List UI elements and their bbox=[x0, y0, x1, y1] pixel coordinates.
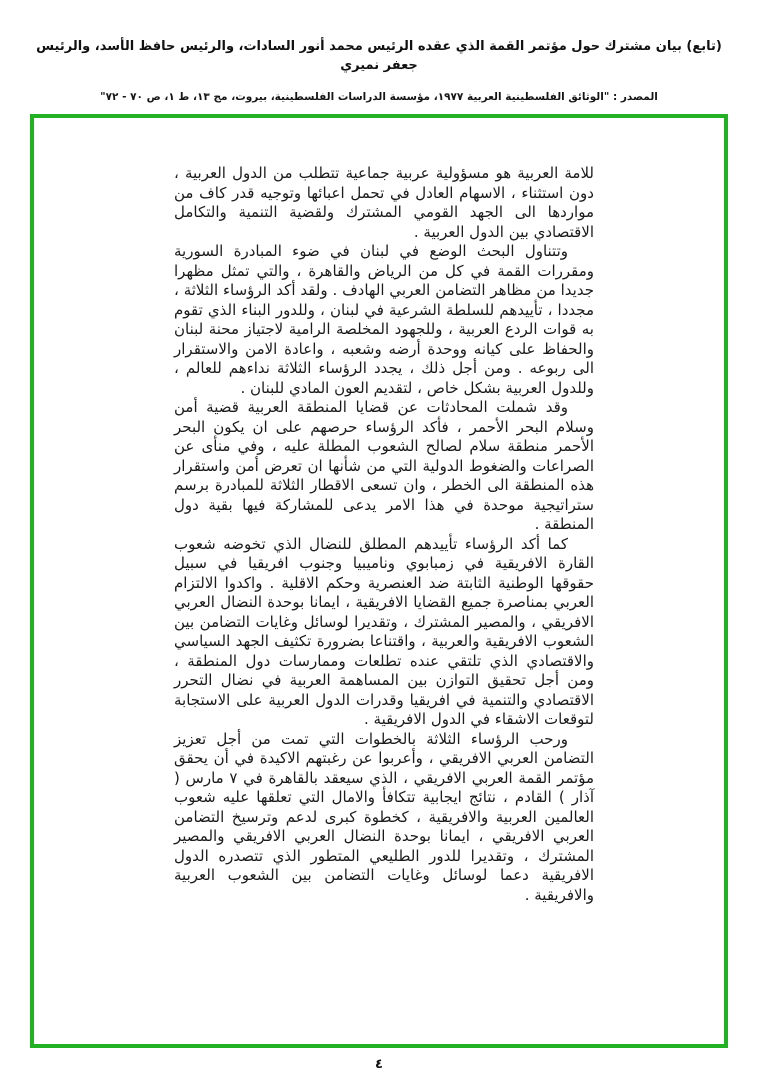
paragraph-3: وقد شملت المحادثات عن قضايا المنطقة العربية قضية أمن وسلام البحر الأحمر ، فأكد الرؤساء حرصهم على ان يكون البحر الأحمر منطقة سلام لصالح الشعوب المطلة عليه ، وفي منأى عن الصراعات والضغوط الدولية التي من شأنها ان تعرض أمن واستقرار هذه المنطقة الى الخطر ، وان تسعى الاقطار الثلاثة للمبادرة برسم ستراتيجية موحدة في هذا الامر يدعى للمشاركة فيها بقية دول المنطقة . bbox=[174, 398, 594, 533]
page-number: ٤ bbox=[375, 1057, 383, 1072]
paragraph-1: للامة العربية هو مسؤولية عربية جماعية تتطلب من الدول العربية ، دون استثناء ، الاسهام العادل في تحمل اعبائها وتوجيه قدر كاف من مواردها الى الجهد القومي المشترك ولقضية التنمية والتكامل الاقتصادي بين الدول العربية . bbox=[174, 164, 594, 241]
paragraph-2: وتتناول البحث الوضع في لبنان في ضوء المبادرة السورية ومقررات القمة في كل من الرياض والقاهرة ، والتي تمثل مظهرا جديدا من مظاهر التضامن العربي الهادف . ولقد أكد الرؤساء الثلاثة ، مجددا ، تأييدهم للسلطة الشرعية في لبنان ، وللدور البناء الذي تقوم به قوات الردع العربية ، وللجهود المخلصة الرامية لاجتياز محنة لبنان والحفاظ على كيانه ووحدة أرضه وشعبه ، واعادة الامن والاستقرار الى ربوعه . ومن أجل ذلك ، يجدد الرؤساء الثلاثة نداءهم للعالم ، وللدول العربية بشكل خاص ، لتقديم العون المادي للبنان . bbox=[174, 242, 594, 397]
document-header bbox=[20, 38, 738, 103]
document-source-line: المصدر : "الوثائق الفلسطينية العربية ١٩٧٧، مؤسسة الدراسات الفلسطينية، بيروت، مج ١٣، ط ١، ص ٧٠ - ٧٢" bbox=[100, 90, 658, 103]
paragraph-5: ورحب الرؤساء الثلاثة بالخطوات التي تمت من أجل تعزيز التضامن العربي الافريقي ، وأعربوا عن رغبتهم الاكيدة في أن يحقق مؤتمر القمة العربي الافريقي ، الذي سيعقد بالقاهرة في ٧ مارس ( آذار ) القادم ، نتائج ايجابية تتكافأ والامال التي تعلقها عليه شعوب العالمين العربية والافريقية ، كخطوة كبرى لدعم وترسيخ التضامن العربي الافريقي ، ايمانا بوحدة النضال العربي الافريقي والمصير المشترك ، وتقديرا للدور الطليعي المتطور الذي تتصدره الدول الافريقية دعما لوسائل وغايات التضامن بين الشعوب العربية والافريقية . bbox=[174, 729, 594, 904]
document-body bbox=[174, 164, 594, 905]
paragraph-4: كما أكد الرؤساء تأييدهم المطلق للنضال الذي تخوضه شعوب القارة الافريقية في زمبابوي وناميبيا وجنوب افريقيا في سبيل حقوقها الوطنية الثابتة ضد العنصرية وحكم الاقلية . واكدوا الالتزام العربي بمناصرة جميع القضايا الافريقية ، ايمانا بوحدة النضال العربي الافريقي ، والمصير المشترك ، وتقديرا لوسائل وغايات التضامن بين الشعوب الافريقية والعربية ، واقتناعا بضرورة تكثيف الجهد السياسي والاقتصادي الذي تلتقي عنده تطلعات وممارسات دول المنطقة ، ومن أجل تحقيق التوازن بين المساهمة العربية في نضال التحرر الاقتصادي والتنمية في افريقيا وقدرات الدول العربية على الاستجابة لتوقعات الاشقاء في الدول الافريقية . bbox=[174, 534, 594, 728]
document-frame-border bbox=[30, 114, 728, 1048]
document-title: (تابع) بيان مشترك حول مؤتمر القمة الذي عقده الرئيس محمد أنور السادات، والرئيس حافظ الأسد، والرئيس جعفر نميري bbox=[36, 39, 722, 73]
